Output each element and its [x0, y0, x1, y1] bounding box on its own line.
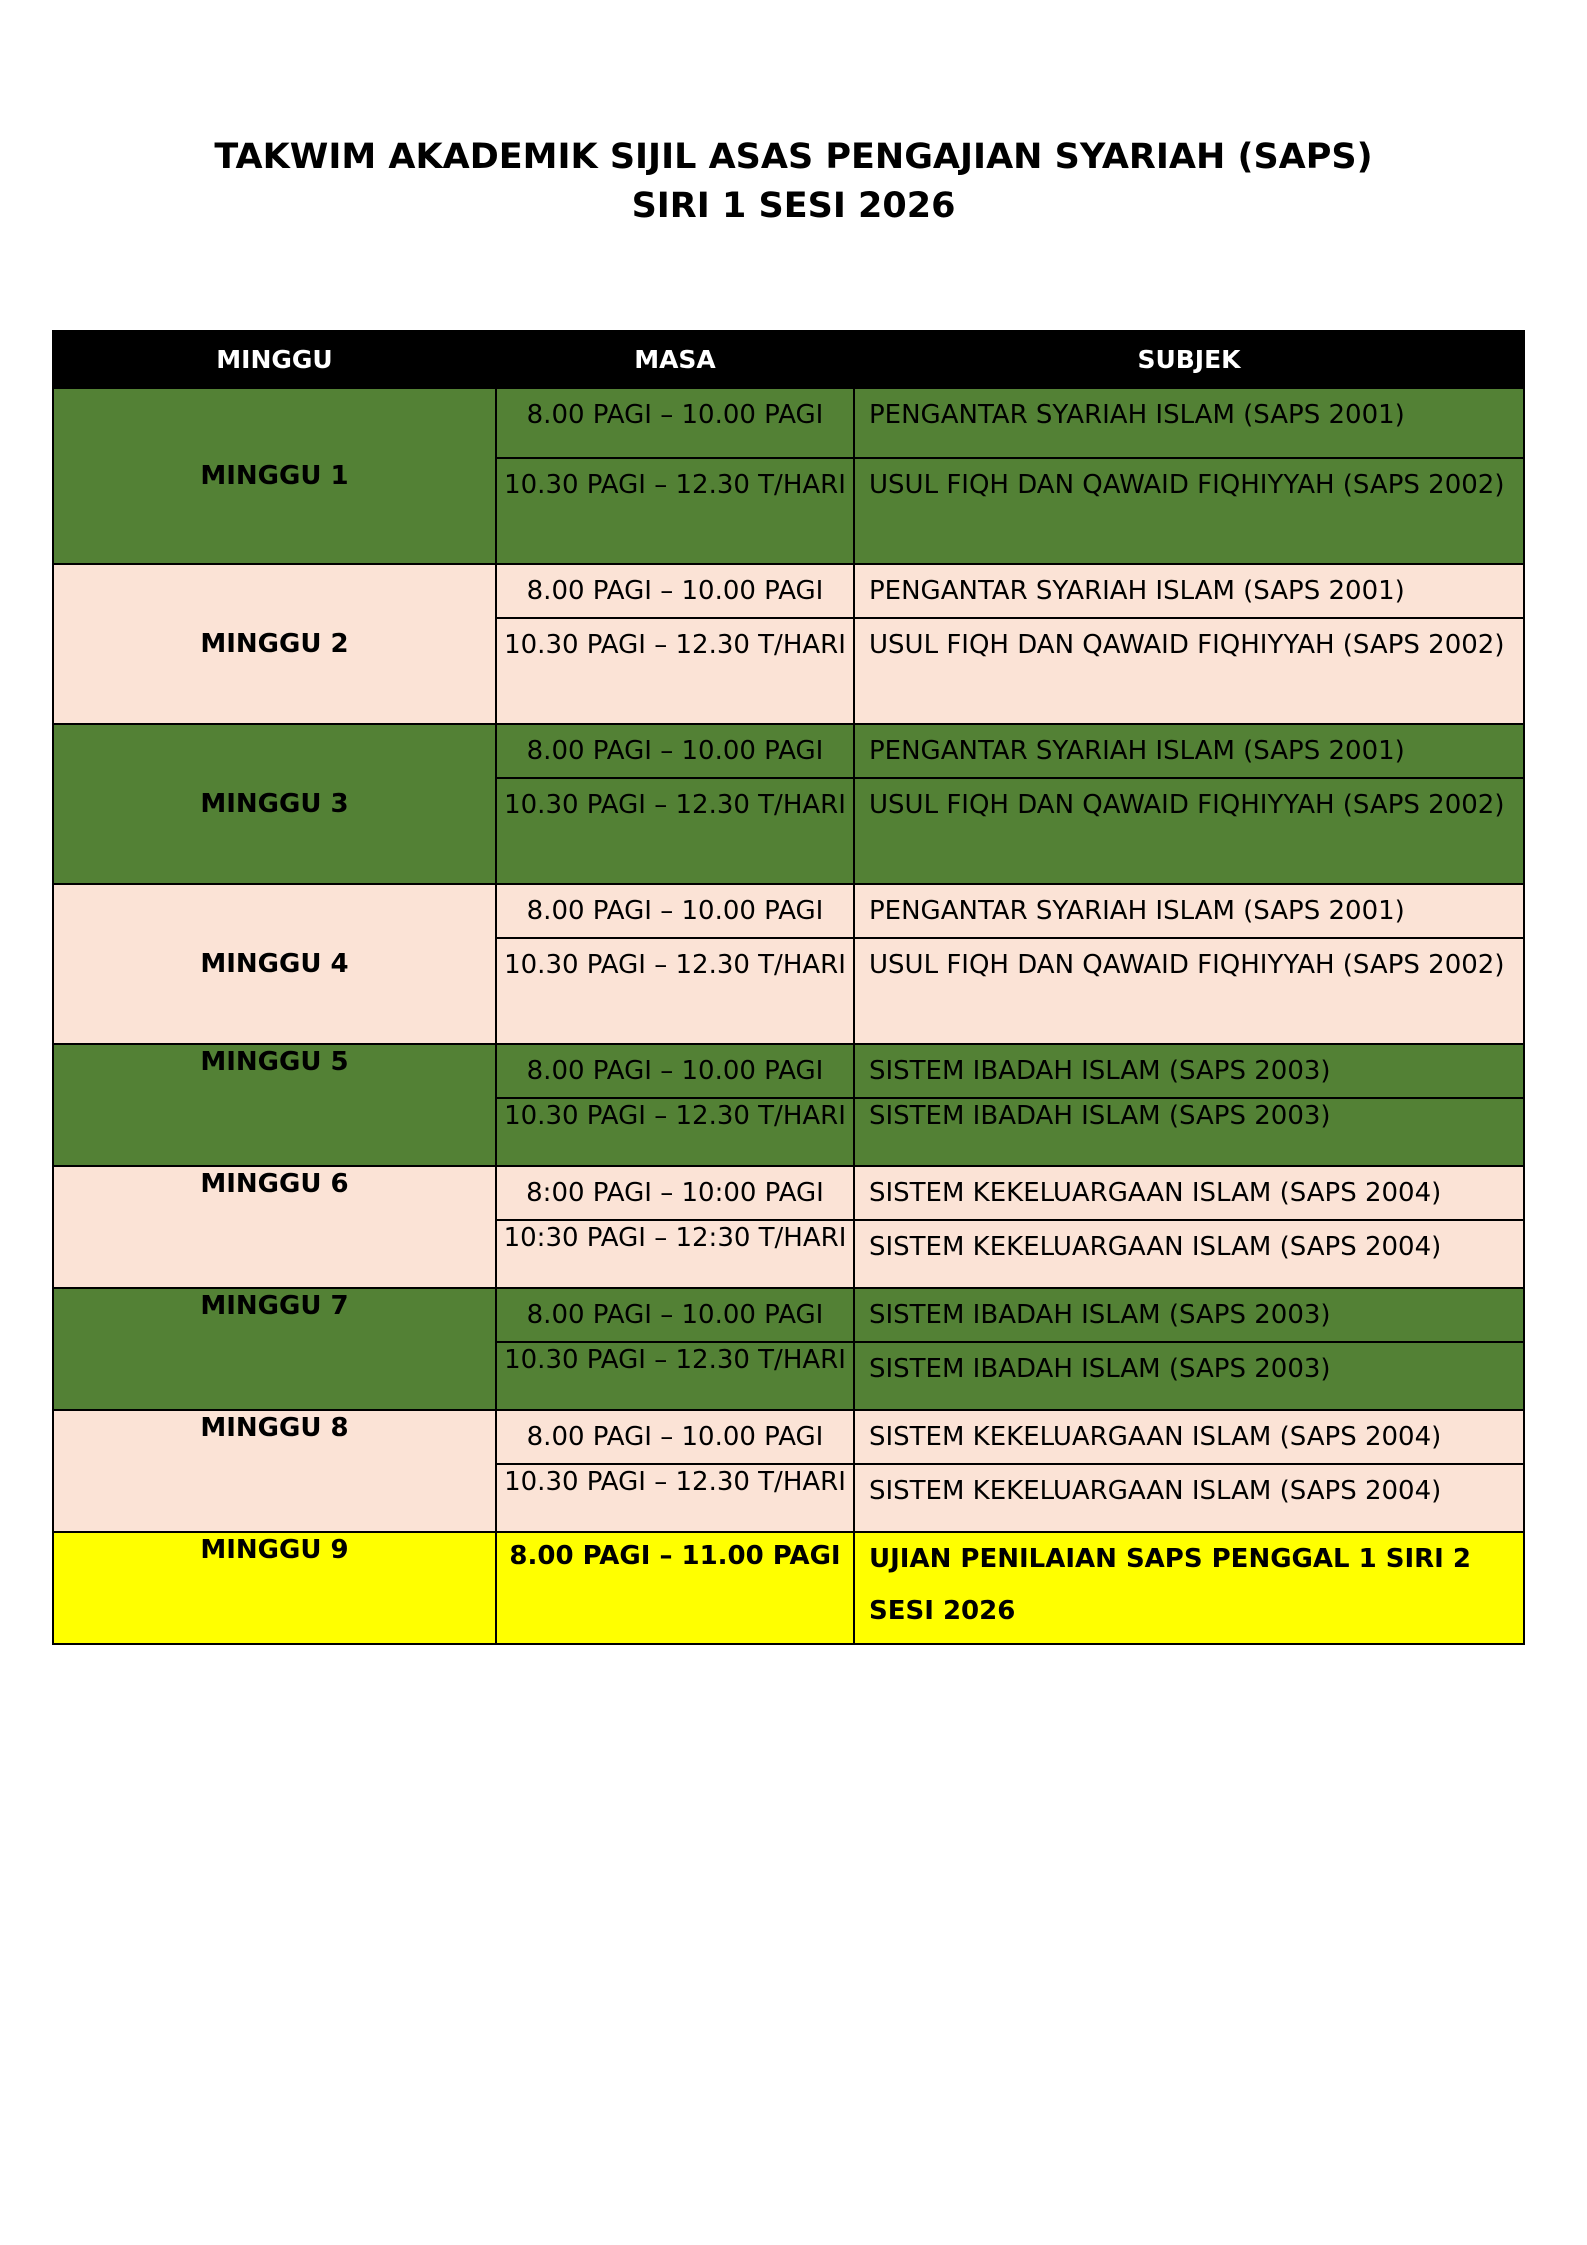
time-cell: 10.30 PAGI – 12.30 T/HARI [496, 458, 854, 564]
time-cell: 10.30 PAGI – 12.30 T/HARI [496, 1342, 854, 1410]
time-cell: 8.00 PAGI – 10.00 PAGI [496, 1288, 854, 1342]
time-cell: 8.00 PAGI – 10.00 PAGI [496, 388, 854, 458]
time-cell: 10:30 PAGI – 12:30 T/HARI [496, 1220, 854, 1288]
subject-cell: USUL FIQH DAN QAWAID FIQHIYYAH (SAPS 2002) [854, 458, 1524, 564]
week-cell: MINGGU 7 [53, 1288, 496, 1410]
table-header-row [53, 331, 1524, 388]
table-row [53, 1410, 1524, 1464]
header-masa: MASA [496, 331, 854, 388]
table-row [53, 884, 1524, 938]
table-row [53, 564, 1524, 618]
time-cell: 8.00 PAGI – 10.00 PAGI [496, 564, 854, 618]
page-title [0, 133, 1587, 231]
time-cell: 10.30 PAGI – 12.30 T/HARI [496, 1098, 854, 1166]
time-cell: 10.30 PAGI – 12.30 T/HARI [496, 618, 854, 724]
header-subjek: SUBJEK [854, 331, 1524, 388]
table-row [53, 1288, 1524, 1342]
time-cell: 8.00 PAGI – 10.00 PAGI [496, 1410, 854, 1464]
subject-cell: SISTEM KEKELUARGAAN ISLAM (SAPS 2004) [854, 1166, 1524, 1220]
title-line-2: SIRI 1 SESI 2026 [631, 186, 956, 226]
subject-cell: SISTEM KEKELUARGAAN ISLAM (SAPS 2004) [854, 1220, 1524, 1288]
subject-cell: SISTEM IBADAH ISLAM (SAPS 2003) [854, 1288, 1524, 1342]
subject-cell: PENGANTAR SYARIAH ISLAM (SAPS 2001) [854, 388, 1524, 458]
table-row [53, 724, 1524, 778]
week-cell: MINGGU 9 [53, 1532, 496, 1644]
table-row-exam [53, 1532, 1524, 1644]
subject-cell: SISTEM KEKELUARGAAN ISLAM (SAPS 2004) [854, 1410, 1524, 1464]
week-cell: MINGGU 4 [53, 884, 496, 1044]
time-cell: 8:00 PAGI – 10:00 PAGI [496, 1166, 854, 1220]
table-row [53, 388, 1524, 458]
subject-cell: SISTEM IBADAH ISLAM (SAPS 2003) [854, 1098, 1524, 1166]
subject-cell: PENGANTAR SYARIAH ISLAM (SAPS 2001) [854, 724, 1524, 778]
time-cell: 8.00 PAGI – 11.00 PAGI [496, 1532, 854, 1644]
time-cell: 10.30 PAGI – 12.30 T/HARI [496, 778, 854, 884]
subject-cell: USUL FIQH DAN QAWAID FIQHIYYAH (SAPS 2002) [854, 618, 1524, 724]
subject-cell: SISTEM KEKELUARGAAN ISLAM (SAPS 2004) [854, 1464, 1524, 1532]
subject-cell: PENGANTAR SYARIAH ISLAM (SAPS 2001) [854, 884, 1524, 938]
time-cell: 8.00 PAGI – 10.00 PAGI [496, 1044, 854, 1098]
subject-cell: SISTEM IBADAH ISLAM (SAPS 2003) [854, 1342, 1524, 1410]
subject-cell: SISTEM IBADAH ISLAM (SAPS 2003) [854, 1044, 1524, 1098]
table-row [53, 1166, 1524, 1220]
week-cell: MINGGU 3 [53, 724, 496, 884]
subject-cell: UJIAN PENILAIAN SAPS PENGGAL 1 SIRI 2 SESI 2026 [854, 1532, 1524, 1644]
time-cell: 10.30 PAGI – 12.30 T/HARI [496, 1464, 854, 1532]
header-minggu: MINGGU [53, 331, 496, 388]
title-line-1: TAKWIM AKADEMIK SIJIL ASAS PENGAJIAN SYARIAH (SAPS) [214, 137, 1373, 177]
table-row [53, 1044, 1524, 1098]
time-cell: 8.00 PAGI – 10.00 PAGI [496, 884, 854, 938]
subject-cell: USUL FIQH DAN QAWAID FIQHIYYAH (SAPS 2002) [854, 938, 1524, 1044]
week-cell: MINGGU 8 [53, 1410, 496, 1532]
subject-cell: USUL FIQH DAN QAWAID FIQHIYYAH (SAPS 2002) [854, 778, 1524, 884]
academic-calendar-table [52, 330, 1525, 1645]
week-cell: MINGGU 2 [53, 564, 496, 724]
time-cell: 10.30 PAGI – 12.30 T/HARI [496, 938, 854, 1044]
time-cell: 8.00 PAGI – 10.00 PAGI [496, 724, 854, 778]
week-cell: MINGGU 5 [53, 1044, 496, 1166]
week-cell: MINGGU 6 [53, 1166, 496, 1288]
week-cell: MINGGU 1 [53, 388, 496, 564]
subject-cell: PENGANTAR SYARIAH ISLAM (SAPS 2001) [854, 564, 1524, 618]
